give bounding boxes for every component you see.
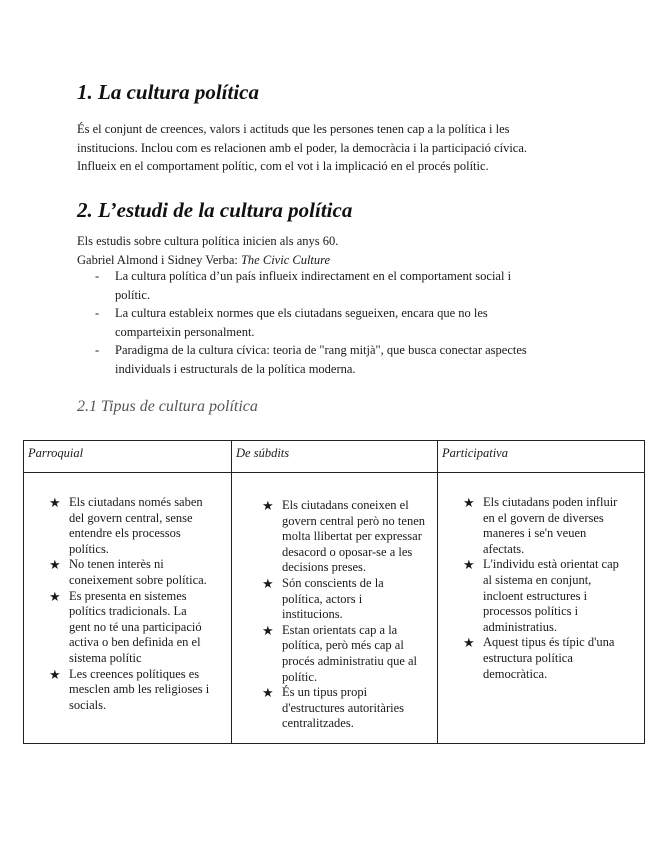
list-item: ★ Són conscients de la política, actors i institucions. [262,575,384,622]
list-item: ★ Es presenta en sistemes polítics tradicionals. La gent no té una participació activa o ben definida en el sistema polític [49,588,202,665]
bullet-item [95,304,565,341]
star-icon: ★ [463,495,475,510]
star-icon: ★ [49,495,61,510]
dash-bullet: - [95,306,100,320]
bullet-item [95,341,565,378]
dash-bullet: - [95,343,100,357]
star-icon: ★ [49,588,61,604]
star-icon: ★ [262,622,274,638]
bullet-line: La cultura política d’un país influeix indirectament en el comportament social i [115,269,512,283]
star-icon: ★ [262,498,274,513]
paragraph-line: institucions. Inclou com es relacionen amb el poder, la democràcia i la participació cívica. [77,140,528,155]
list-item: ★ Els ciutadans poden influir en el govern de diverses maneres i se'n veuen afectats. [463,495,618,556]
star-icon: ★ [49,666,61,682]
list-item: ★ Aquest tipus és típic d'una estructura política democràtica. [463,635,615,681]
book-title: The Civic Culture [240,252,331,267]
culture-types-table [23,440,645,744]
authors-text: Gabriel Almond i Sidney Verba: [77,252,241,267]
participativa-list [463,495,638,682]
header-participativa: Participativa [438,441,645,473]
table-body-row [24,473,645,744]
section-1-heading: 1. La cultura política [77,80,260,104]
star-icon: ★ [262,575,274,591]
star-icon: ★ [262,685,274,701]
list-item: ★ L'individu està orientat cap al sistema en conjunt, incloent estructures i processos polítics i administratius. [463,557,619,634]
star-icon: ★ [463,557,475,573]
paragraph-line: Els estudis sobre cultura política inicien als anys 60. [77,234,339,248]
header-de-subdits: De súbdits [232,441,438,473]
list-item: ★ Estan orientats cap a la política, però més cap al procés administratiu que al polític. [262,622,418,684]
list-item: ★ És un tipus propi d'estructures autoritàries centralitzades. [262,685,404,731]
bullet-item [95,267,565,304]
table-header-row [24,441,645,473]
parroquial-list [49,495,221,713]
section-1-paragraph [77,120,597,176]
section-2-1-heading: 2.1 Tipus de cultura política [77,398,258,415]
bullet-line: Paradigma de la cultura cívica: teoria de "rang mitjà", que busca conectar aspectes [115,343,527,357]
section-2-heading: 2. L’estudi de la cultura política [77,198,353,222]
list-item: ★ Els ciutadans només saben del govern central, sense entendre els processos polítics. [49,495,203,556]
list-item: ★ Les creences polítiques es mesclen amb les religioses i socials. [49,666,210,712]
list-item: ★ No tenen interès ni coneixement sobre política. [49,557,207,587]
star-icon: ★ [49,557,61,573]
dash-bullet: - [95,269,100,283]
bullet-line: comparteixin personalment. [115,324,255,339]
de-subdits-cell [232,473,438,744]
header-parroquial: Parroquial [24,441,232,473]
parroquial-cell [24,473,232,744]
bullet-line: individuals i estructurals de la política moderna. [115,361,356,376]
bullet-line: polític. [115,287,151,302]
paragraph-line: Influeix en el comportament polític, com el vot i la implicació en el procés polític. [77,159,489,173]
paragraph-line: És el conjunt de creences, valors i actituds que les persones tenen cap a la política i les [77,122,510,136]
bullet-line: La cultura estableix normes que els ciutadans segueixen, encara que no les [115,306,488,320]
list-item: ★ Els ciutadans coneixen el govern central però no tenen molta llibertat per expressar desacord o oposar-se a les decisions preses. [262,498,425,575]
participativa-cell [438,473,645,744]
star-icon: ★ [463,635,475,651]
de-subdits-list [262,498,427,732]
section-2-intro [77,232,597,269]
